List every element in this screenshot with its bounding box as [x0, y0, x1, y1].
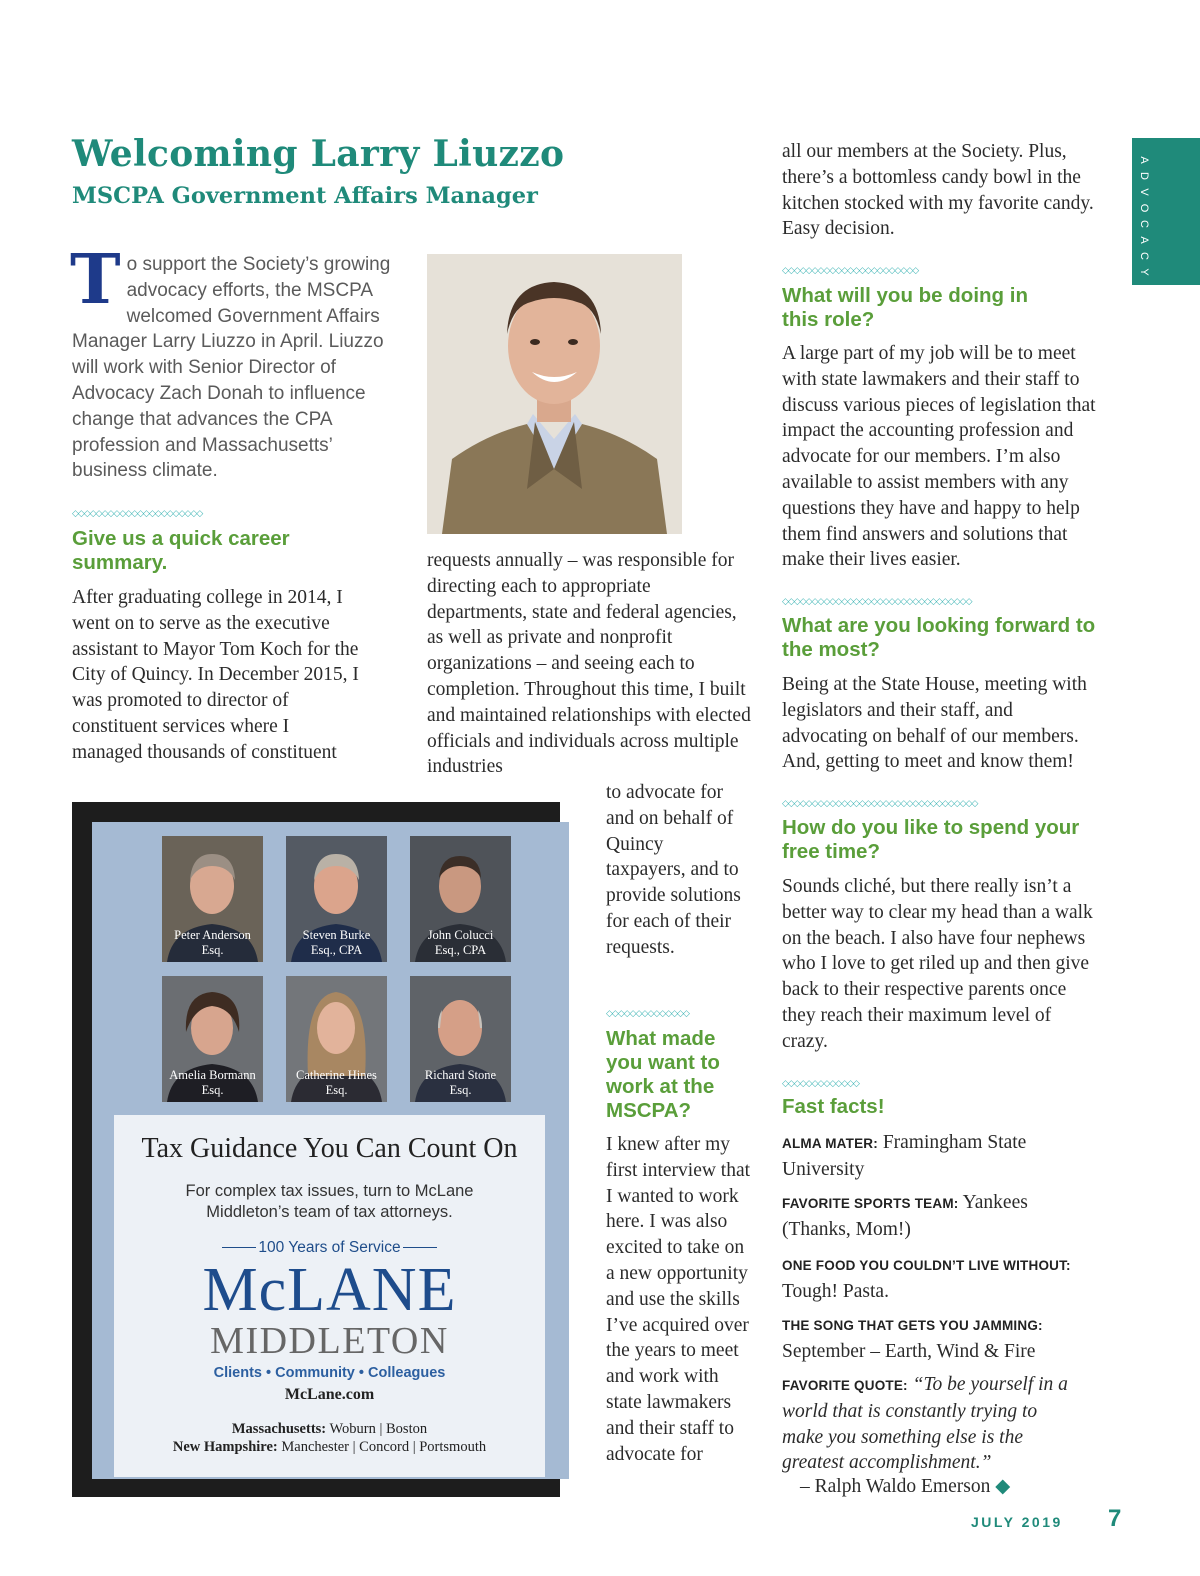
question-heading-free-time: How do you like to spend your free time?	[782, 816, 1080, 863]
fast-fact-alma-mater	[782, 1130, 1092, 1183]
end-diamond-icon: ◆	[995, 1476, 1011, 1497]
rule-line	[222, 1247, 256, 1248]
attorney-photo	[162, 976, 263, 1102]
section-tab-letter: O	[1138, 203, 1150, 213]
ad-location-ma	[114, 1421, 545, 1438]
diamond-divider-icon: ◇◇◇◇◇◇◇◇◇◇◇◇◇◇◇◇◇◇◇◇◇◇◇◇◇◇◇◇◇◇◇◇◇	[782, 799, 978, 809]
attorney-photo	[286, 836, 387, 962]
section-tab-letter: A	[1138, 236, 1150, 244]
ad-url-link[interactable]: McLane.com	[284, 1386, 375, 1403]
fact-label: ALMA MATER:	[782, 1136, 878, 1151]
quote-attribution	[800, 1474, 1060, 1500]
location-label: New Hampshire:	[172, 1439, 278, 1455]
attorney-name-text: Peter Anderson	[174, 928, 251, 942]
quote-text: “To be yourself in a world that is constantly trying to make you something else is the greatest accomplishment.”	[782, 1374, 1068, 1474]
attorney-name-text: Richard Stone	[424, 1068, 497, 1082]
intro-paragraph	[70, 240, 412, 484]
motivation-answer-part1: I knew after my first interview that I wanted to work here. I was also excited to take on a new opportunity and use the skills I’ve acquired over the years to meet and work with state lawmakers and their staff to advocate for	[606, 1134, 751, 1465]
section-tab-letter: A	[1138, 156, 1150, 164]
ad-text-panel	[114, 1115, 545, 1477]
diamond-divider-icon: ◇◇◇◇◇◇◇◇◇◇◇◇◇	[782, 1079, 859, 1089]
attorney-name	[162, 1068, 263, 1098]
ad-copy: For complex tax issues, turn to McLane Middleton’s team of tax attorneys.	[185, 1182, 474, 1221]
ad-background	[92, 822, 569, 1479]
career-answer-part3: to advocate for and on behalf of Quincy taxpayers, and to provide solutions for each of their requests.	[606, 782, 741, 958]
role-answer: A large part of my job will be to meet with state lawmakers and their staff to discuss various pieces of legislation that impact the accounting profession and advocate for our members. I’m also available to assist members with any questions they have and happy to help them find answers and solutions that make their lives easier.	[782, 343, 1096, 571]
attorney-photo	[286, 976, 387, 1102]
question-heading-looking-forward: What are you looking forward to the most?	[782, 614, 1096, 661]
article-title: Welcoming Larry Liuzzo	[72, 133, 565, 175]
fact-label: FAVORITE SPORTS TEAM:	[782, 1196, 959, 1211]
fact-label: THE SONG THAT GETS YOU JAMMING:	[782, 1318, 1043, 1333]
section-tab-letter: V	[1138, 188, 1150, 196]
question-heading-role: What will you be doing in this role?	[782, 284, 1028, 331]
diamond-divider-icon: ◇◇◇◇◇◇◇◇◇◇◇◇◇◇	[606, 1009, 689, 1019]
attorney-photo	[410, 836, 511, 962]
attorney-credential: Esq.	[449, 1083, 472, 1097]
attorney-name-text: John Colucci	[427, 928, 494, 942]
article-subtitle: MSCPA Government Affairs Manager	[72, 183, 538, 209]
section-tab-letter: Y	[1138, 268, 1150, 276]
quote-author: – Ralph Waldo Emerson	[800, 1476, 991, 1497]
ad-tagline: Clients • Community • Colleagues	[213, 1365, 446, 1381]
advertisement	[72, 802, 560, 1497]
motivation-answer-part2: all our members at the Society. Plus, there’s a bottomless candy bowl in the kitchen stocked with my favorite candy. Easy decision.	[782, 141, 1094, 240]
rule-line	[403, 1247, 437, 1248]
fact-value: Framingham State University	[782, 1132, 1027, 1180]
free-time-answer: Sounds cliché, but there really isn’t a better way to clear my head than a walk on the beach. I also have four nephews who I love to get riled up and then give back to their respective parents once they reach their maximum level of crazy.	[782, 876, 1093, 1052]
issue-date: JULY 2019	[971, 1514, 1063, 1530]
ad-years-text: 100 Years of Service	[258, 1239, 401, 1256]
fast-fact-food	[782, 1252, 1102, 1305]
attorney-name-text: Catherine Hines	[296, 1068, 377, 1082]
section-tab-letter: C	[1138, 252, 1150, 260]
attorney-name-text: Steven Burke	[302, 928, 371, 942]
section-tab	[1132, 138, 1200, 285]
attorney-name	[410, 1068, 511, 1098]
diamond-divider-icon: ◇◇◇◇◇◇◇◇◇◇◇◇◇◇◇◇◇◇◇◇◇◇◇◇◇◇◇◇◇◇◇◇	[782, 597, 972, 607]
question-heading-career: Give us a quick career summary.	[72, 527, 290, 574]
fact-label: FAVORITE QUOTE:	[782, 1378, 908, 1393]
ad-years-line	[114, 1239, 545, 1257]
fact-label: ONE FOOD YOU COULDN’T LIVE WITHOUT:	[782, 1258, 1071, 1273]
attorney-name	[286, 928, 387, 958]
fact-value: Yankees (Thanks, Mom!)	[782, 1192, 1028, 1240]
question-heading-motivation: What made you want to work at the MSCPA?	[606, 1027, 720, 1122]
attorney-credential: Esq., CPA	[310, 943, 363, 957]
fact-value: September – Earth, Wind & Fire	[782, 1340, 1036, 1362]
diamond-divider-icon: ◇◇◇◇◇◇◇◇◇◇◇◇◇◇◇◇◇◇◇◇◇◇◇	[782, 266, 919, 276]
location-cities: Woburn | Boston	[329, 1421, 428, 1437]
attorney-name	[410, 928, 511, 958]
portrait-illustration	[427, 254, 682, 534]
attorney-credential: Esq.	[201, 1083, 224, 1097]
attorney-name-text: Amelia Bormann	[169, 1068, 256, 1082]
intro-text: o support the Society’s growing advocacy efforts, the MSCPA welcomed Government Affairs Manager Larry Liuzzo in April. Liuzzo will work with Senior Director of Advocacy Zach Donah to influence change that advances the CPA profession and Massachusetts’ business climate.	[72, 254, 391, 482]
fast-fact-quote	[782, 1372, 1072, 1476]
page-number: 7	[1108, 1505, 1122, 1532]
location-cities: Manchester | Concord | Portsmouth	[281, 1439, 487, 1455]
career-answer-part1: After graduating college in 2014, I went on to serve as the executive assistant to Mayor Tom Koch for the City of Quincy. In December 2015, I was promoted to director of constituent services where I managed thousands of constituent	[72, 587, 359, 763]
attorney-credential: Esq., CPA	[434, 943, 487, 957]
location-label: Massachusetts:	[231, 1421, 327, 1437]
attorney-credential: Esq.	[201, 943, 224, 957]
fast-facts-heading: Fast facts!	[782, 1095, 885, 1118]
attorney-photo	[410, 976, 511, 1102]
section-tab-letter: D	[1138, 172, 1150, 180]
section-tab-letter: C	[1138, 220, 1150, 228]
brand-logo-line1: McLANE	[202, 1256, 457, 1324]
fast-fact-song	[782, 1312, 1102, 1365]
diamond-divider-icon: ◇◇◇◇◇◇◇◇◇◇◇◇◇◇◇◇◇◇◇◇◇◇	[72, 509, 203, 519]
portrait-photo	[427, 254, 682, 534]
attorney-photo	[162, 836, 263, 962]
attorney-name	[162, 928, 263, 958]
fast-fact-sports-team	[782, 1190, 1082, 1243]
looking-forward-answer: Being at the State House, meeting with legislators and their staff, and advocating on behalf of our members. And, getting to meet and know them!	[782, 674, 1087, 773]
attorney-name	[286, 1068, 387, 1098]
career-answer-part2: requests annually – was responsible for directing each to appropriate departments, state and federal agencies, as well as private and nonprofit organizations – and seeing each to completion. Throughout this time, I built and maintained relationships with elected officials and individuals across multiple industries	[427, 550, 751, 778]
attorney-credential: Esq.	[325, 1083, 348, 1097]
section-tab-label	[1132, 152, 1156, 280]
ad-headline: Tax Guidance You Can Count On	[141, 1133, 518, 1164]
fact-value: Tough! Pasta.	[782, 1280, 889, 1302]
drop-cap: T	[70, 240, 121, 320]
ad-location-nh	[114, 1439, 545, 1456]
brand-logo-line2: MIDDLETON	[210, 1320, 449, 1362]
